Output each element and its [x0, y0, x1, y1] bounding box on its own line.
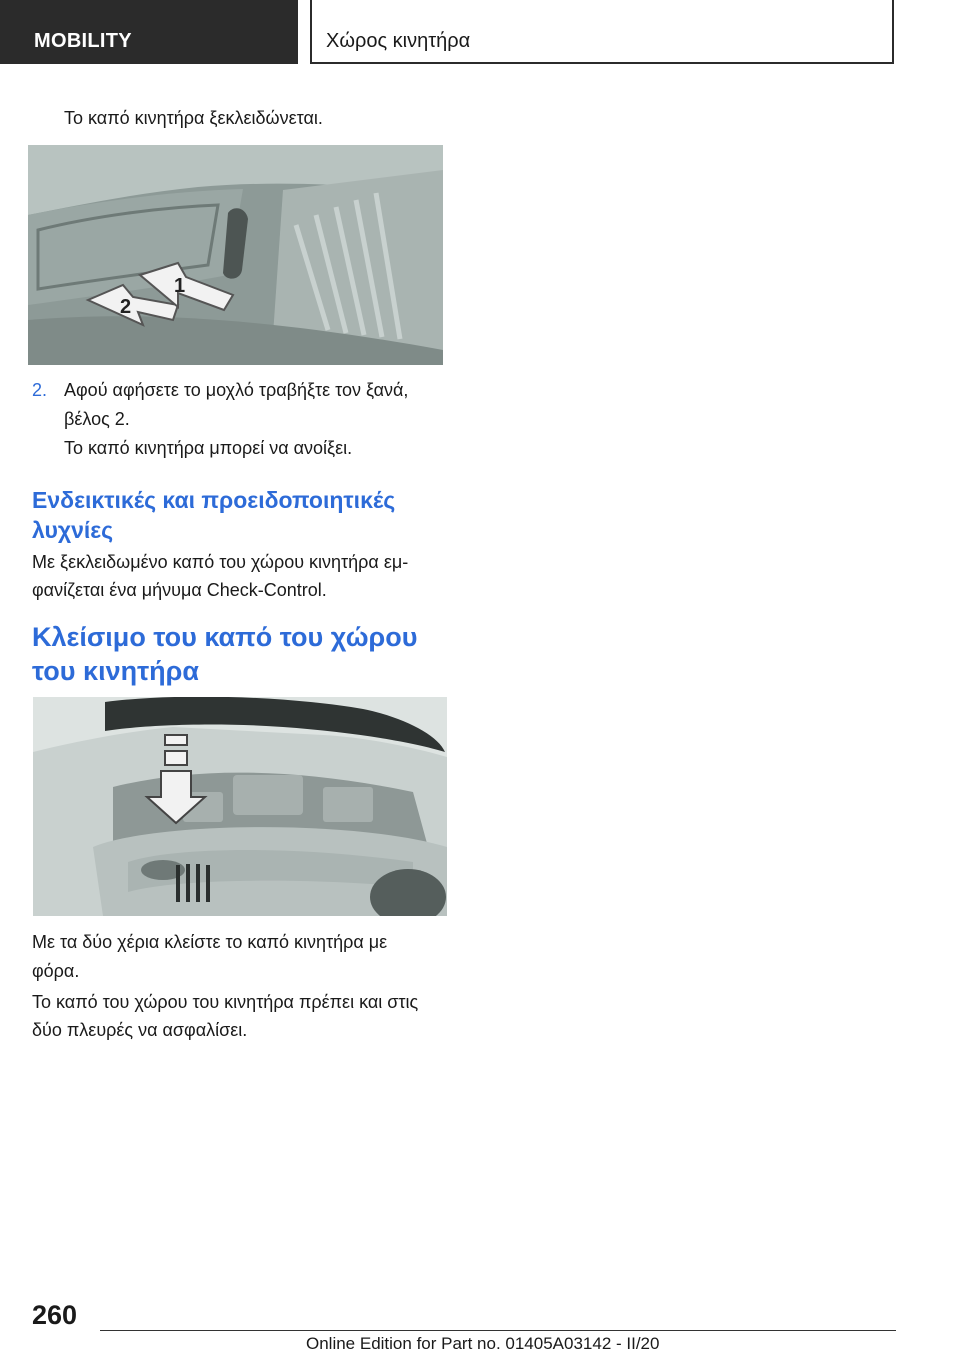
para-hood-unlocked: Το καπό κινητήρα ξεκλειδώνεται.: [64, 108, 323, 128]
footer-rule: [100, 1330, 896, 1331]
heading-lamps: [32, 485, 395, 545]
heading-lamps-line-2: λυχνίες: [32, 517, 114, 543]
close-line-2: φόρα.: [32, 961, 80, 981]
figure-release-lever: [28, 145, 443, 365]
secure-line-2: δύο πλευρές να ασφαλίσει.: [32, 1020, 248, 1040]
step-2-result: Το καπό κινητήρα μπορεί να ανοίξει.: [64, 438, 353, 458]
arrow-2-label: 2: [120, 296, 132, 318]
header-chapter-box: [310, 0, 894, 64]
heading-closing-hood: [32, 620, 417, 688]
lamps-line-2: φανίζεται ένα μήνυμα Check-Control.: [32, 580, 327, 600]
header-section-title: MOBILITY: [34, 30, 132, 52]
step-2-line-1: Αφού αφήσετε το μοχλό τραβήξτε τον ξανά,: [64, 380, 409, 400]
release-lever-illustration: [28, 145, 443, 365]
figure-closing-hood: [33, 697, 447, 916]
lamps-line-1: Με ξεκλειδωμένο καπό του χώρου κινητήρα εμ-: [32, 552, 409, 572]
footer-edition: Online Edition for Part no. 01405A03142 - II/20: [306, 1334, 660, 1353]
closing-hood-illustration: [33, 697, 447, 916]
heading-closing-line-2: του κινητήρα: [32, 656, 199, 686]
header-chapter-title: Χώρος κινητήρα: [326, 30, 471, 52]
step-2-number: 2.: [32, 380, 48, 400]
heading-lamps-line-1: Ενδεικτικές και προειδοποιητικές: [32, 487, 396, 513]
page-number: 260: [32, 1300, 78, 1330]
step-2-line-2: βέλος 2.: [64, 409, 130, 429]
header-section-tab: [0, 0, 298, 64]
arrow-1-label: 1: [174, 275, 186, 297]
secure-line-1: Το καπό του χώρου του κινητήρα πρέπει και στις: [32, 992, 419, 1012]
heading-closing-line-1: Κλείσιμο του καπό του χώρου: [32, 622, 418, 652]
close-line-1: Με τα δύο χέρια κλείστε το καπό κινητήρα με: [32, 932, 388, 952]
